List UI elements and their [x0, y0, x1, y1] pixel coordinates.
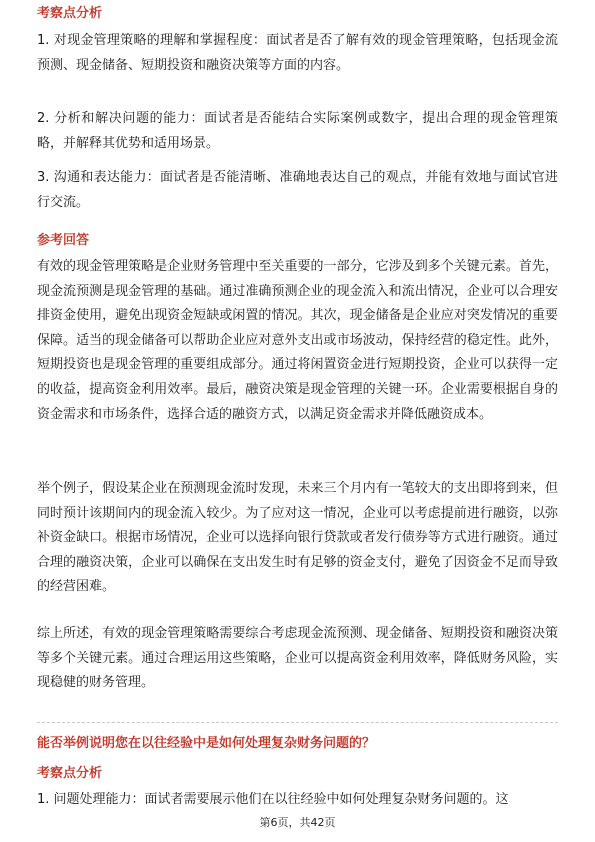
- page-number: 第6页，共42页: [259, 816, 336, 829]
- answer-paragraph: 综上所述，有效的现金管理策略需要综合考虑现金流预测、现金储备、短期投资和融资决策等多个关键元素。通过合理运用这些策略，企业可以提高资金利用效率，降低财务风险，实现稳健的财务管理。: [37, 626, 558, 691]
- analysis-item: 1. 问题处理能力：面试者需要展示他们在以往经验中如何处理复杂财务问题的。这: [37, 792, 509, 807]
- analysis-heading: 考察点分析: [37, 6, 103, 21]
- answer-paragraph: 有效的现金管理策略是企业财务管理中至关重要的一部分，它涉及到多个关键元素。首先，现金流预测是现金管理的基础。通过准确预测企业的现金流入和流出情况，企业可以合理安排资金使用，避免出现资金短缺或闲置的情况。其次，现金储备是企业应对突发情况的重要保障。适当的现金储备可以帮助企业应对意外支出或市场波动，保持经营的稳定性。此外，短期投资也是现金管理的重要组成部分。通过将闲置资金进行短期投资，企业可以获得一定的收益，提高资金利用效率。最后，融资决策是现金管理的关键一环。企业需要根据自身的资金需求和市场条件，选择合适的融资方式，以满足资金需求并降低融资成本。: [37, 259, 558, 422]
- section-divider: [37, 722, 558, 723]
- analysis-item: 3. 沟通和表达能力：面试者是否能清晰、准确地表达自己的观点，并能有效地与面试官进行交流。: [37, 170, 558, 210]
- interview-question: 能否举例说明您在以往经验中是如何处理复杂财务问题的？: [37, 736, 376, 751]
- analysis-heading: 考察点分析: [37, 766, 103, 781]
- answer-paragraph: 举个例子，假设某企业在预测现金流时发现，未来三个月内有一笔较大的支出即将到来，但同时预计该期间内的现金流入较少。为了应对这一情况，企业可以考虑提前进行融资，以弥补资金缺口。根据市场情况，企业可以选择向银行贷款或者发行债券等方式进行融资。通过合理的融资决策，企业可以确保在支出发生时有足够的资金支付，避免了因资金不足而导致的经营困难。: [37, 481, 558, 595]
- analysis-item: 1. 对现金管理策略的理解和掌握程度：面试者是否了解有效的现金管理策略，包括现金流预测、现金储备、短期投资和融资决策等方面的内容。: [37, 33, 558, 73]
- answer-heading: 参考回答: [37, 233, 90, 248]
- analysis-item: 2. 分析和解决问题的能力：面试者是否能结合实际案例或数字，提出合理的现金管理策略，并解释其优势和适用场景。: [37, 111, 558, 151]
